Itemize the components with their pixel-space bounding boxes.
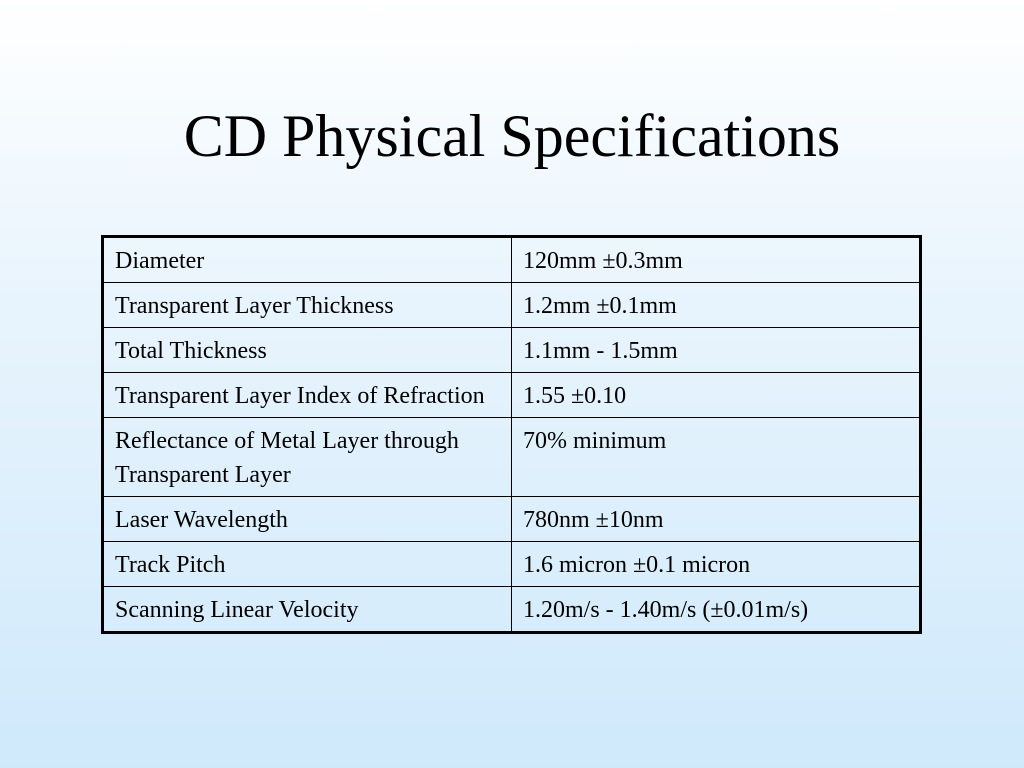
slide-title: CD Physical Specifications [183, 103, 841, 169]
table-row [103, 418, 921, 497]
spec-value: 780nm ±10nm [512, 497, 921, 542]
spec-label: Transparent Layer Thickness [103, 283, 512, 328]
table-row [103, 587, 921, 633]
spec-value: 120mm ±0.3mm [512, 237, 921, 283]
spec-label: Track Pitch [103, 542, 512, 587]
spec-label: Total Thickness [103, 328, 512, 373]
spec-value: 1.20m/s - 1.40m/s (±0.01m/s) [512, 587, 921, 633]
spec-value: 70% minimum [512, 418, 921, 497]
spec-table [101, 235, 922, 634]
spec-label: Laser Wavelength [103, 497, 512, 542]
spec-label: Transparent Layer Index of Refraction [103, 373, 512, 418]
spec-value: 1.2mm ±0.1mm [512, 283, 921, 328]
spec-value: 1.1mm - 1.5mm [512, 328, 921, 373]
table-row [103, 237, 921, 283]
spec-label: Diameter [103, 237, 512, 283]
table-row [103, 373, 921, 418]
spec-label: Reflectance of Metal Layer through Transparent Layer [103, 418, 512, 497]
spec-label: Scanning Linear Velocity [103, 587, 512, 633]
table-row [103, 328, 921, 373]
table-row [103, 497, 921, 542]
spec-value: 1.55 ±0.10 [512, 373, 921, 418]
spec-value: 1.6 micron ±0.1 micron [512, 542, 921, 587]
table-row [103, 542, 921, 587]
table-row [103, 283, 921, 328]
